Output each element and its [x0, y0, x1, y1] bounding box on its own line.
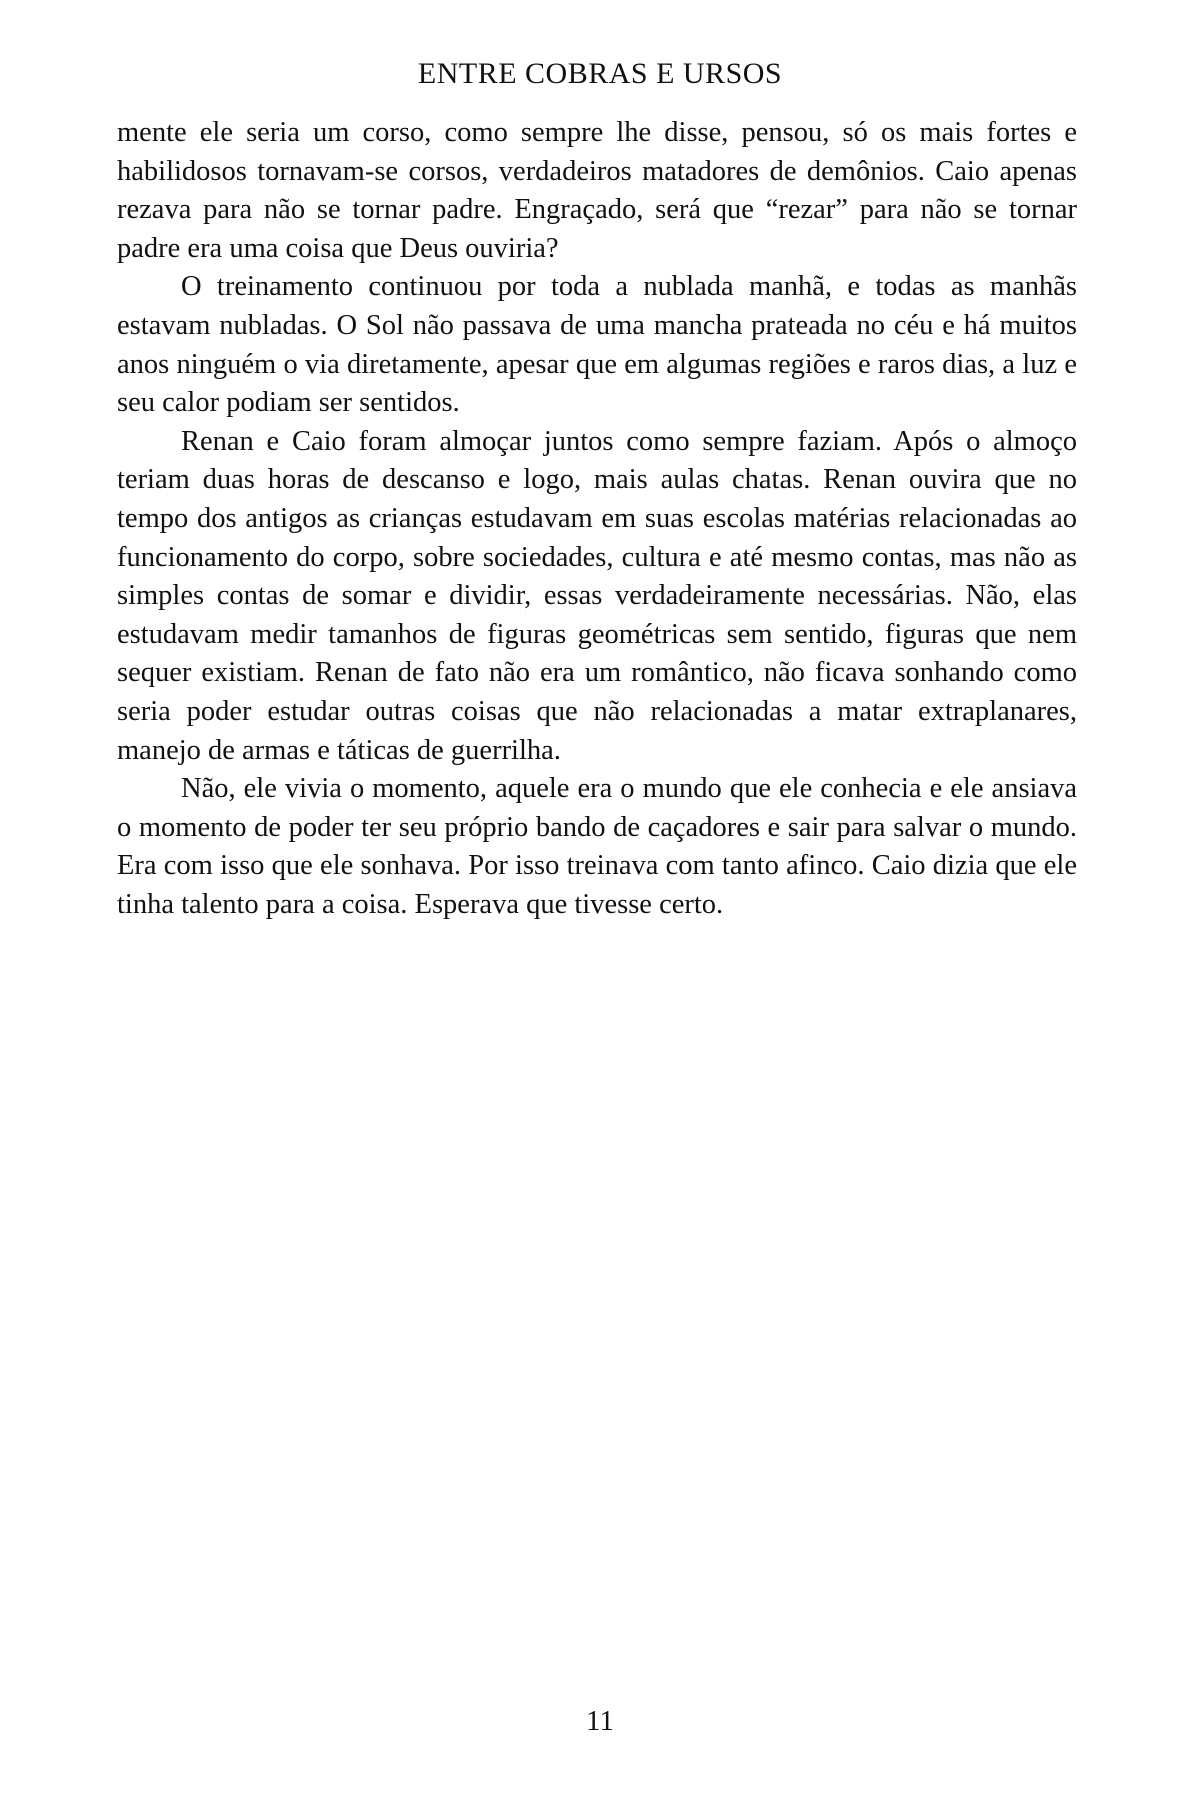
body-text — [117, 114, 1077, 924]
paragraph-dream: Não, ele vivia o momento, aquele era o mundo que ele conhecia e ele ansiava o momento de poder ter seu próprio bando de caçadores e sair para salvar o mundo. Era com isso que ele sonhava. Por isso treinava com tanto afinco. Caio dizia que ele tinha talento para a coisa. Esperava que tivesse certo. — [117, 773, 1077, 920]
paragraph-lunch: Renan e Caio foram almoçar juntos como sempre faziam. Após o almoço teriam duas horas de descanso e logo, mais aulas chatas. Renan ouvira que no tempo dos antigos as crianças estudavam em suas escolas matérias relacionadas ao funcionamento do corpo, sobre sociedades, cultura e até mesmo contas, mas não as simples contas de somar e dividir, essas verdadeiramente necessárias. Não, elas estudavam medir tamanhos de figuras geométricas sem sentido, figuras que nem sequer existiam. Renan de fato não era um romântico, não ficava sonhando como seria poder estudar outras coisas que não relacionadas a matar extraplanares, manejo de armas e táticas de guerrilha. — [117, 425, 1077, 766]
paragraph-continued: mente ele seria um corso, como sempre lhe disse, pensou, só os mais fortes e habilidosos tornavam-se corsos, verdadeiros matadores de demônios. Caio apenas rezava para não se tornar padre. Engraçado, será que “rezar” para não se tornar padre era uma coisa que Deus ouviria? — [117, 117, 1077, 264]
page-number: 11 — [586, 1705, 614, 1737]
paragraph-training: O treinamento continuou por toda a nublada manhã, e todas as manhãs estavam nubladas. O Sol não passava de uma mancha prateada no céu e há muitos anos ninguém o via diretamente, apesar que em algumas regiões e raros dias, a luz e seu calor podiam ser sentidos. — [117, 271, 1077, 419]
running-title: ENTRE COBRAS E URSOS — [417, 57, 783, 90]
